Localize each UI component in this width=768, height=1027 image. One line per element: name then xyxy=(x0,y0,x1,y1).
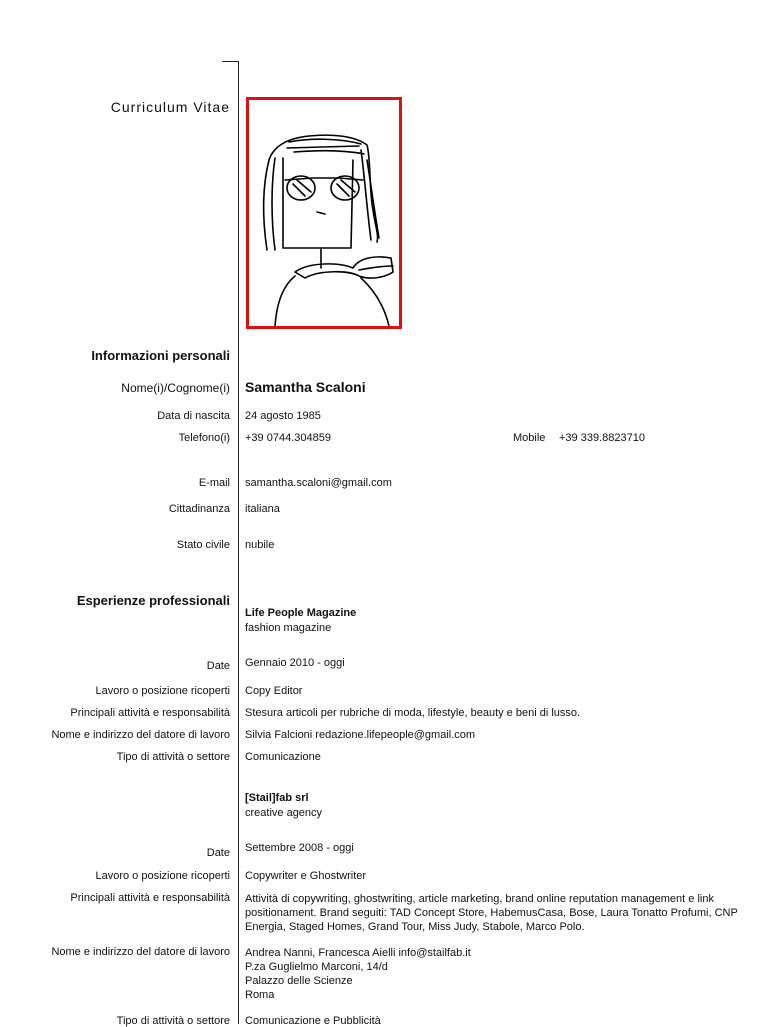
job2-duties-block xyxy=(245,892,745,934)
job2-role-value: Copywriter e Ghostwriter xyxy=(245,870,367,882)
phone-value: +39 0744.304859 xyxy=(245,432,331,444)
job2-role-label: Lavoro o posizione ricoperti xyxy=(95,870,230,882)
job2-company: [Stail]fab srl xyxy=(245,792,309,804)
job1-company-type: fashion magazine xyxy=(245,622,332,634)
job2-employer-line: P.za Guglielmo Marconi, 14/d xyxy=(245,961,388,973)
job1-employer-label: Nome e indirizzo del datore di lavoro xyxy=(51,729,230,741)
birth-label: Data di nascita xyxy=(157,410,230,422)
phone-label: Telefono(i) xyxy=(178,432,230,444)
job1-employer-value: Silvia Falcioni redazione.lifepeople@gmail.com xyxy=(245,729,476,741)
vertical-divider xyxy=(238,62,239,1024)
job1-company: Life People Magazine xyxy=(245,607,357,619)
job2-date-label: Date xyxy=(206,847,230,859)
job2-duties-label: Principali attività e responsabilità xyxy=(70,892,230,904)
job1-sector-label: Tipo di attività o settore xyxy=(116,751,230,763)
job2-company-type: creative agency xyxy=(245,807,323,819)
name-label: Nome(i)/Cognome(i) xyxy=(121,381,230,395)
email-label: E-mail xyxy=(198,477,230,489)
job2-employer-label: Nome e indirizzo del datore di lavoro xyxy=(51,946,230,958)
mobile-value: +39 339.8823710 xyxy=(559,432,645,444)
section-title-personal: Informazioni personali xyxy=(91,348,230,363)
job2-duties-line: Attività di copywriting, ghostwriting, article marketing, brand online reputation management e link xyxy=(245,893,714,905)
profile-photo xyxy=(246,97,402,329)
job1-duties-value: Stesura articoli per rubriche di moda, lifestyle, beauty e beni di lusso. xyxy=(245,707,581,719)
name-value: Samantha Scaloni xyxy=(245,379,366,395)
divider-tick xyxy=(222,61,239,62)
citizenship-label: Cittadinanza xyxy=(168,503,230,515)
job1-date-value: Gennaio 2010 - oggi xyxy=(245,657,345,669)
job2-employer-block xyxy=(245,946,745,1002)
job2-duties-line: positionament. Brand seguiti: TAD Concept Store, HabemusCasa, Bose, Laura Tonatto Profumi, CNP xyxy=(245,907,738,919)
birth-value: 24 agosto 1985 xyxy=(245,410,321,422)
job2-date-value: Settembre 2008 - oggi xyxy=(245,842,354,854)
job1-duties-label: Principali attività e responsabilità xyxy=(70,707,230,719)
portrait-drawing-icon xyxy=(249,100,399,326)
job2-duties-line: Energia, Staged Homes, Grand Tour, Miss Judy, Stabole, Marco Polo. xyxy=(245,921,585,933)
job1-role-value: Copy Editor xyxy=(245,685,303,697)
job1-role-label: Lavoro o posizione ricoperti xyxy=(95,685,230,697)
job1-sector-value: Comunicazione xyxy=(245,751,321,763)
job2-employer-line: Roma xyxy=(245,989,275,1001)
email-value: samantha.scaloni@gmail.com xyxy=(245,477,392,489)
job2-employer-line: Andrea Nanni, Francesca Aielli info@stailfab.it xyxy=(245,947,471,959)
job2-sector-value: Comunicazione e Pubblicità xyxy=(245,1015,381,1027)
civil-status-value: nubile xyxy=(245,539,275,551)
section-title-experience: Esperienze professionali xyxy=(76,593,230,608)
job2-employer-line: Palazzo delle Scienze xyxy=(245,975,353,987)
civil-status-label: Stato civile xyxy=(176,539,230,551)
document-title: Curriculum Vitae xyxy=(110,99,230,115)
citizenship-value: italiana xyxy=(245,503,280,515)
job1-date-label: Date xyxy=(206,660,230,672)
job2-sector-label: Tipo di attività o settore xyxy=(116,1015,230,1027)
mobile-label: Mobile xyxy=(513,432,546,444)
